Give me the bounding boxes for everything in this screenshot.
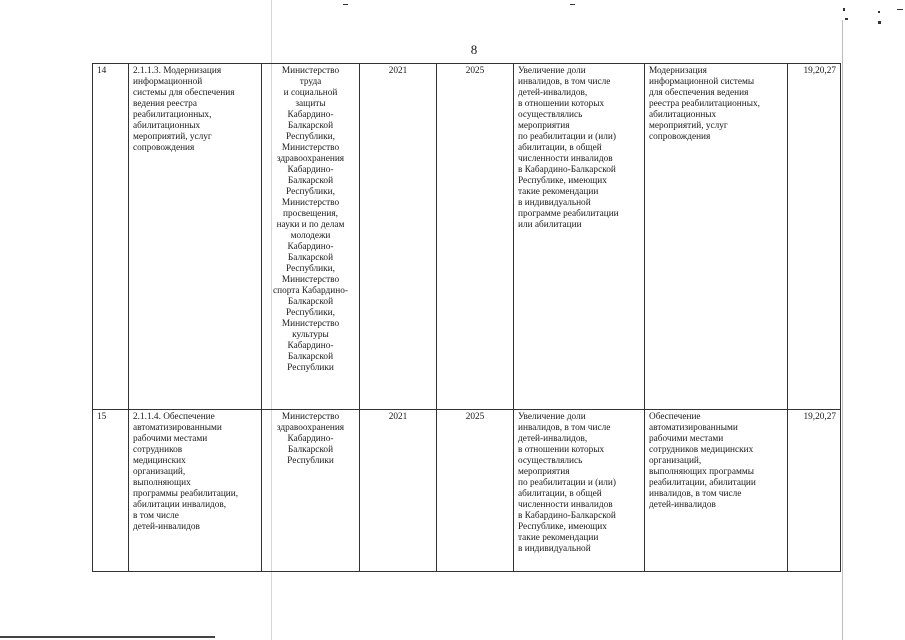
row-number: 14 bbox=[93, 64, 129, 410]
scan-mark bbox=[343, 4, 348, 5]
scan-mark bbox=[878, 11, 880, 13]
start-year: 2021 bbox=[360, 64, 437, 410]
table-row bbox=[93, 410, 841, 572]
indicator-links: 19,20,27 bbox=[788, 64, 841, 410]
measure-name: 2.1.1.3. Модернизация информационной системы для обеспечения ведения реестра реабилитационных, абилитационных мероприятий, услуг сопровождения bbox=[129, 64, 262, 410]
measure-description: Модернизация информационной системы для обеспечения ведения реестра реабилитационных, абилитационных мероприятий, услуг сопровождения bbox=[645, 64, 788, 410]
scan-mark bbox=[570, 4, 575, 5]
expected-result: Увеличение доли инвалидов, в том числе детей-инвалидов, в отношении которых осуществлялись мероприятия по реабилитации и (или) абилитации, в общей численности инвалидов в Кабардино-Балкарской Республике, имеющих такие рекомендации в индивидуальной bbox=[514, 410, 645, 572]
table-row bbox=[93, 64, 841, 410]
indicator-links: 19,20,27 bbox=[788, 410, 841, 572]
measure-name: 2.1.1.4. Обеспечение автоматизированными рабочими местами сотрудников медицинских организаций, выполняющих программы реабилитации, абилитации инвалидов, в том числе детей-инвалидов bbox=[129, 410, 262, 572]
scan-mark bbox=[0, 636, 215, 638]
measures-table bbox=[92, 63, 841, 572]
responsible-executors: Министерство здравоохранения Кабардино- Балкарской Республики bbox=[262, 410, 360, 572]
scan-mark bbox=[878, 21, 881, 24]
scan-fold-line-right bbox=[842, 20, 843, 640]
start-year: 2021 bbox=[360, 410, 437, 572]
scan-mark bbox=[845, 18, 848, 20]
scan-mark bbox=[897, 9, 903, 10]
expected-result: Увеличение доли инвалидов, в том числе детей-инвалидов, в отношении которых осуществлялись мероприятия по реабилитации и (или) абилитации, в общей численности инвалидов в Кабардино-Балкарской Республике, имеющих такие рекомендации в индивидуальной программе реабилитации или абилитации bbox=[514, 64, 645, 410]
measure-description: Обеспечение автоматизированными рабочими местами сотрудников медицинских организаций, выполняющих программы реабилитации, абилитации инвалидов, в том числе детей-инвалидов bbox=[645, 410, 788, 572]
row-number: 15 bbox=[93, 410, 129, 572]
page-number: 8 bbox=[470, 42, 478, 57]
responsible-executors: Министерство труда и социальной защиты Кабардино- Балкарской Республики, Министерство здравоохранения Кабардино- Балкарской Республики, Министерство просвещения, науки и по делам молодежи Кабардино- Балкарской Республики, Министерство спорта Кабардино- Балкарской Республики, Министерство культуры Кабардино- Балкарской Республики bbox=[262, 64, 360, 410]
scan-mark bbox=[843, 8, 845, 11]
end-year: 2025 bbox=[437, 64, 514, 410]
end-year: 2025 bbox=[437, 410, 514, 572]
